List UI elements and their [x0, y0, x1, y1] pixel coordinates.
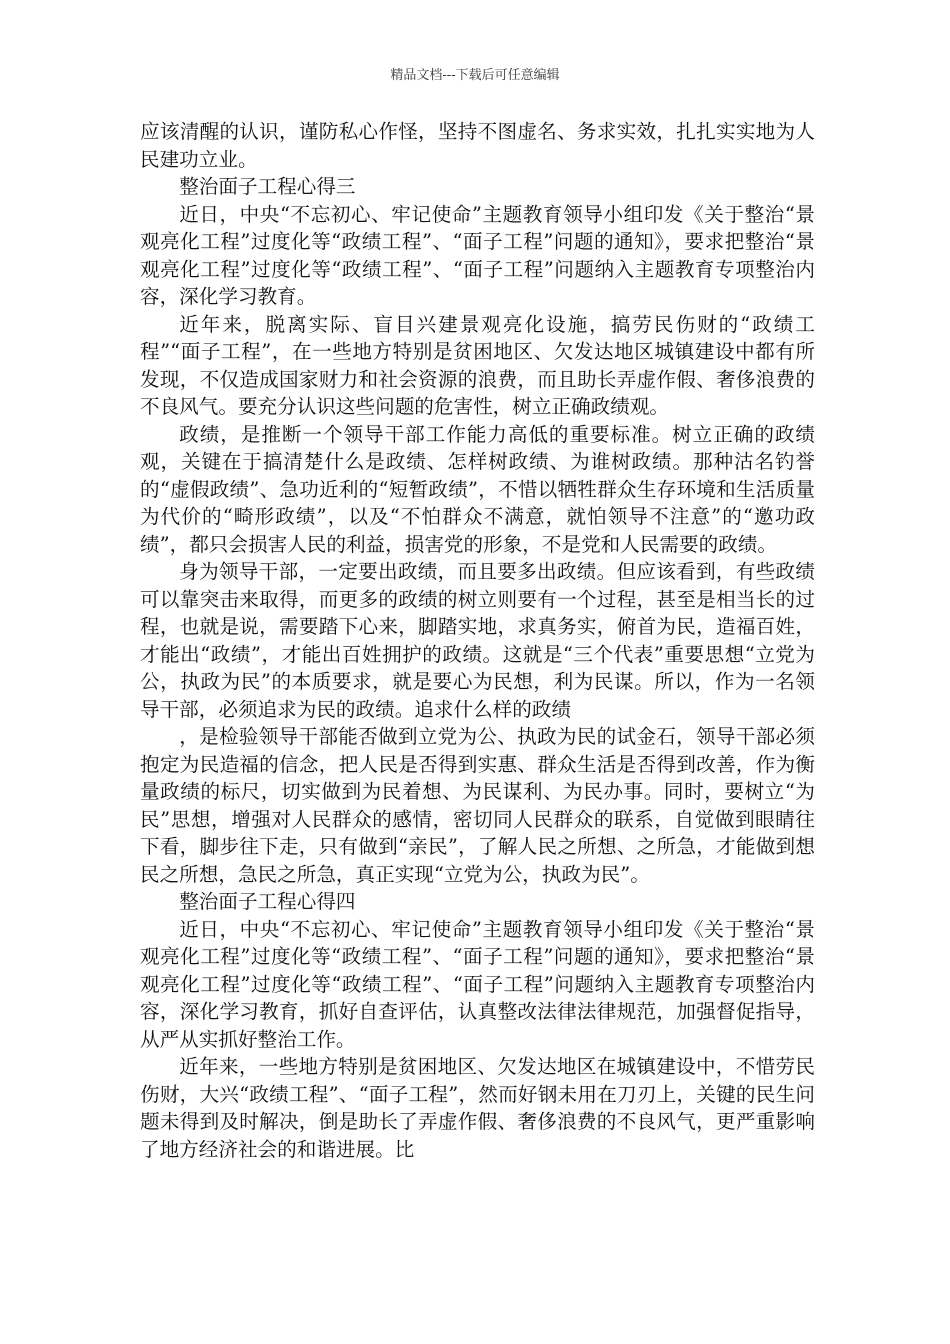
paragraph: 近年来，脱离实际、盲目兴建景观亮化设施，搞劳民伤财的“政绩工程”“面子工程”，在一些地方特别是贫困地区、欠发达地区城镇建设中都有所发现，不仅造成国家财力和社会资源的浪费，而且助长弄虚作假、奢侈浪费的不良风气。要充分认识这些问题的危害性，树立正确政绩观。 — [140, 312, 815, 418]
paragraph: ，是检验领导干部能否做到立党为公、执政为民的试金石，领导干部必须抱定为民造福的信念，把人民是否得到实惠、群众生活是否得到改善，作为衡量政绩的标尺，切实做到为民着想、为民谋利、为民办事。同时，要树立“为民”思想，增强对人民群众的感情，密切同人民群众的联系，自觉做到眼睛往下看，脚步往下走，只有做到“亲民”，了解人民之所想、之所急，才能做到想民之所想，急民之所急，真正实现“立党为公，执政为民”。 — [140, 725, 815, 886]
section-heading: 整治面子工程心得三 — [179, 175, 356, 198]
section-heading: 整治面子工程心得四 — [179, 890, 356, 913]
document-body — [140, 118, 815, 1163]
paragraph: 近日，中央“不忘初心、牢记使命”主题教育领导小组印发《关于整治“景观亮化工程”过度化等“政绩工程”、“面子工程”问题的通知》，要求把整治“景观亮化工程”过度化等“政绩工程”、“面子工程”问题纳入主题教育专项整治内容，深化学习教育。 — [140, 202, 815, 308]
paragraph: 近年来，一些地方特别是贫困地区、欠发达地区在城镇建设中，不惜劳民伤财，大兴“政绩工程”、“面子工程”，然而好钢未用在刀刃上，关键的民生问题未得到及时解决，倒是助长了弄虚作假、奢侈浪费的不良风气，更严重影响了地方经济社会的和谐进展。比 — [140, 1055, 815, 1161]
paragraph: 政绩，是推断一个领导干部工作能力高低的重要标准。树立正确的政绩观，关键在于搞清楚什么是政绩、怎样树政绩、为谁树政绩。那种沽名钓誉的“虚假政绩”、急功近利的“短暂政绩”，不惜以牺牲群众生存环境和生活质量为代价的“畸形政绩”，以及“不怕群众不满意，就怕领导不注意”的“邀功政绩”，都只会损害人民的利益，损害党的形象，不是党和人民需要的政绩。 — [140, 422, 815, 556]
paragraph-continuation: 应该清醒的认识，谨防私心作怪，坚持不图虚名、务求实效，扎扎实实地为人民建功立业。 — [140, 120, 815, 171]
paragraph: 近日，中央“不忘初心、牢记使命”主题教育领导小组印发《关于整治“景观亮化工程”过度化等“政绩工程”、“面子工程”问题的通知》，要求把整治“景观亮化工程”过度化等“政绩工程”、“面子工程”问题纳入主题教育专项整治内容，深化学习教育，抓好自查评估，认真整改法律法律规范，加强督促指导，从严从实抓好整治工作。 — [140, 917, 815, 1051]
page-header: 精品文档---下载后可任意编辑 — [390, 68, 560, 83]
paragraph: 身为领导干部，一定要出政绩，而且要多出政绩。但应该看到，有些政绩可以靠突击来取得，而更多的政绩的树立则要有一个过程，甚至是相当长的过程，也就是说，需要踏下心来，脚踏实地，求真务实，俯首为民，造福百姓，才能出“政绩”，才能出百姓拥护的政绩。这就是“三个代表”重要思想“立党为公，执政为民”的本质要求，就是要心为民想，利为民谋。所以，作为一名领导干部，必须追求为民的政绩。追求什么样的政绩 — [140, 560, 815, 721]
